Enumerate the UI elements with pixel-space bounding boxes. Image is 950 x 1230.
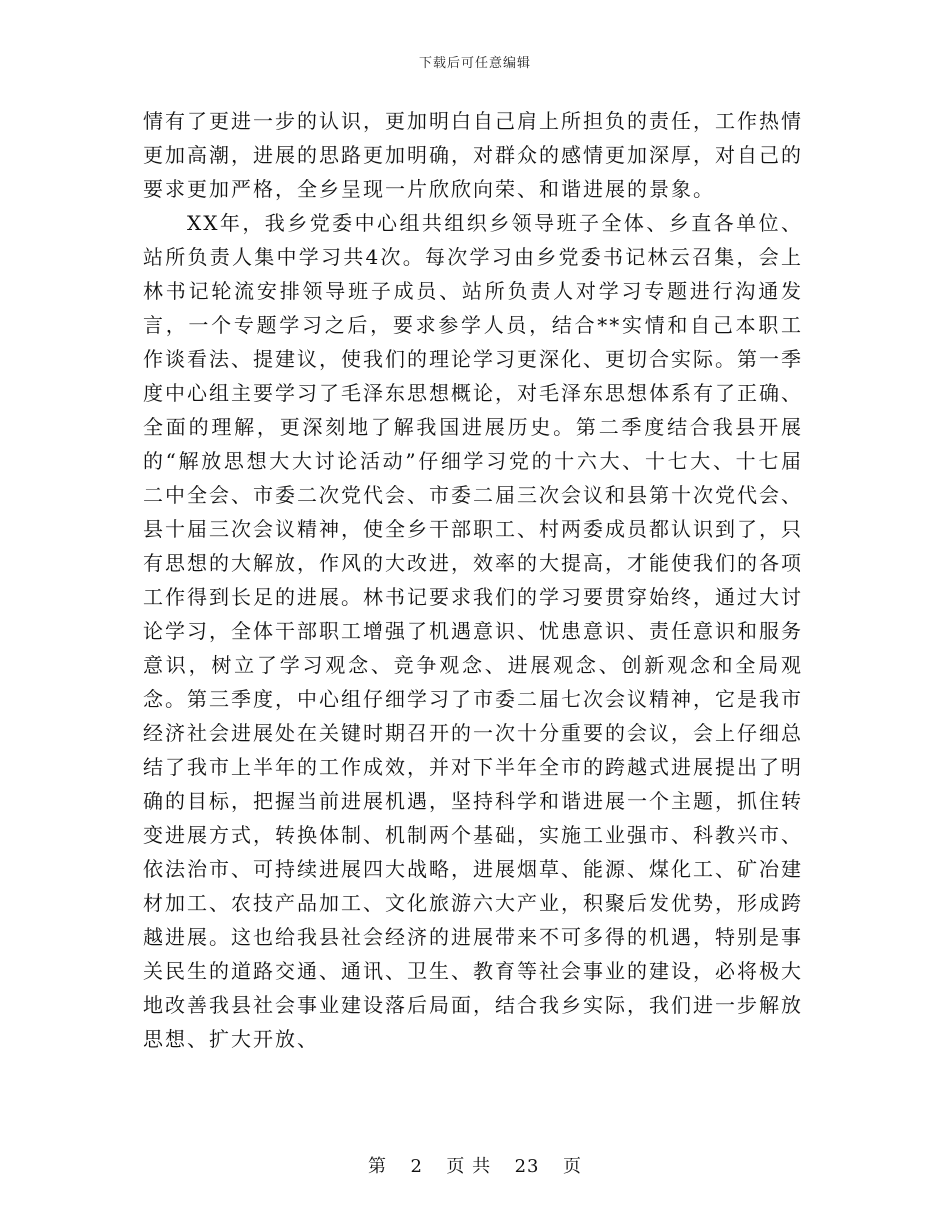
document-body (143, 104, 803, 1056)
paragraph-study-summary: XX年，我乡党委中心组共组织乡领导班子全体、乡直各单位、站所负责人集中学习共4次。每次学习由乡党委书记林云召集，会上林书记轮流安排领导班子成员、站所负责人对学习专题进行沟通发言，一个专题学习之后，要求参学人员，结合**实情和自己本职工作谈看法、提建议，使我们的理论学习更深化、更切合实际。第一季度中心组主要学习了毛泽东思想概论，对毛泽东思想体系有了正确、全面的理解，更深刻地了解我国进展历史。第二季度结合我县开展的“解放思想大大讨论活动”仔细学习党的十六大、十七大、十七届二中全会、市委二次党代会、市委二届三次会议和县第十次党代会、县十届三次会议精神，使全乡干部职工、村两委成员都认识到了，只有思想的大解放，作风的大改进，效率的大提高，才能使我们的各项工作得到长足的进展。林书记要求我们的学习要贯穿始终，通过大讨论学习，全体干部职工增强了机遇意识、忧患意识、责任意识和服务意识，树立了学习观念、竞争观念、进展观念、创新观念和全局观念。第三季度，中心组仔细学习了市委二届七次会议精神，它是我市经济社会进展处在关键时期召开的一次十分重要的会议，会上仔细总结了我市上半年的工作成效，并对下半年全市的跨越式进展提出了明确的目标，把握当前进展机遇，坚持科学和谐进展一个主题，抓住转变进展方式，转换体制、机制两个基础，实施工业强市、科教兴市、依法治市、可持续进展四大战略，进展烟草、能源、煤化工、矿冶建材加工、农技产品加工、文化旅游六大产业，积聚后发优势，形成跨越进展。这也给我县社会经济的进展带来不可多得的机遇，特别是事关民生的道路交通、通讯、卫生、教育等社会事业的建设，必将极大地改善我县社会事业建设落后局面，结合我乡实际，我们进一步解放思想、扩大开放、 (143, 211, 803, 1051)
footer-prefix: 第 (368, 1156, 388, 1177)
page-header: 下载后可任意编辑 (418, 56, 531, 71)
paragraph-continuation: 情有了更进一步的认识，更加明白自己肩上所担负的责任，工作热情更加高潮，进展的思路更加明确，对群众的感情更加深厚，对自己的要求更加严格，全乡呈现一片欣欣向荣、和谐进展的景象。 (143, 109, 803, 201)
page-number: 2 (410, 1156, 423, 1177)
total-pages: 23 (514, 1156, 540, 1177)
footer-suffix: 页 (562, 1156, 582, 1177)
page-footer (0, 1152, 950, 1178)
footer-middle: 页 共 (446, 1156, 492, 1177)
